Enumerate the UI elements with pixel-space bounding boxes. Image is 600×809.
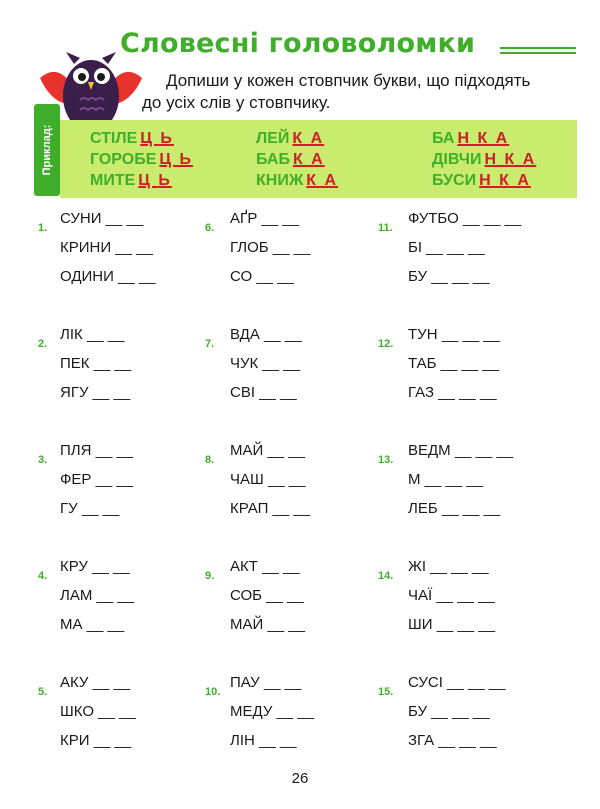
example-column [432,128,536,191]
example-answer: К А [306,172,339,189]
example-answer: К А [292,130,325,147]
example-word [432,170,536,191]
example-stem: КНИЖ [256,172,304,189]
instruction-line-2: до усіх слів у стовпчику. [142,93,331,112]
puzzle-word: СО __ __ [230,268,294,285]
puzzle-word: СВІ __ __ [230,384,297,401]
example-word [432,128,536,149]
page-title: Словесні головоломки [120,28,476,59]
puzzle-word: ФЕР __ __ [60,471,134,488]
puzzle-number: 3. [38,454,48,466]
puzzle-word: ЯГУ __ __ [60,384,131,401]
example-label: Приклад: [41,124,53,176]
puzzle-word: ШКО __ __ [60,703,136,720]
example-answer: Ц Ь [140,130,174,147]
puzzle-word: МЕДУ __ __ [230,703,315,720]
puzzle-word: ВЕДМ __ __ __ [408,442,514,459]
example-answer: Н К А [484,151,537,168]
puzzle-word: АКУ __ __ [60,674,131,691]
example-word [256,170,338,191]
corner-arrow-icon [38,176,58,196]
instruction-line-1: Допиши у кожен стовпчик букви, що підходять [166,71,531,90]
puzzle-word: ЗГА __ __ __ [408,732,497,749]
puzzle-word: ЛЕБ __ __ __ [408,500,501,517]
puzzle-word: ТАБ __ __ __ [408,355,500,372]
puzzle-number: 7. [205,338,215,350]
puzzle-word: МАЙ __ __ [230,616,305,633]
example-box [60,120,577,198]
puzzle-number: 1. [38,222,48,234]
title-decor-line [500,47,576,54]
example-answer: Ц Ь [159,151,194,168]
puzzle-word: ЛАМ __ __ [60,587,135,604]
example-column [256,128,338,191]
puzzle-word: БУ __ __ __ [408,268,490,285]
puzzle-word: КРАП __ __ [230,500,311,517]
example-stem: ДІВЧИ [432,151,482,168]
puzzle-word: БІ __ __ __ [408,239,485,256]
puzzle-number: 9. [205,570,215,582]
puzzle-number: 4. [38,570,48,582]
puzzle-word: ПЕК __ __ [60,355,132,372]
example-column [90,128,193,191]
example-word [90,149,193,170]
puzzle-word: ГУ __ __ [60,500,120,517]
puzzle-word: ВДА __ __ [230,326,302,343]
example-stem: МИТЕ [90,172,136,189]
example-stem: ГОРОБЕ [90,151,157,168]
puzzle-word: СОБ __ __ [230,587,304,604]
puzzle-number: 2. [38,338,48,350]
puzzle-word: ТУН __ __ __ [408,326,501,343]
puzzle-word: ШИ __ __ __ [408,616,496,633]
puzzle-number: 14. [378,570,394,582]
page-number: 26 [291,770,309,787]
example-answer: К А [292,151,325,168]
puzzle-word: АКТ __ __ [230,558,300,575]
puzzle-number: 8. [205,454,215,466]
puzzle-word: ЧАЇ __ __ __ [408,587,495,604]
puzzle-number: 10. [205,686,221,698]
example-stem: БУСИ [432,172,477,189]
puzzle-word: МАЙ __ __ [230,442,305,459]
example-word [432,149,536,170]
puzzle-word: ЛІК __ __ [60,326,125,343]
puzzle-word: ГЛОБ __ __ [230,239,311,256]
puzzle-word: ЛІН __ __ [230,732,297,749]
puzzle-word: КРИ __ __ [60,732,132,749]
example-word [256,128,338,149]
instruction [142,70,586,114]
puzzle-word: КРУ __ __ [60,558,130,575]
puzzle-word: ЧУК __ __ [230,355,300,372]
puzzle-word: М __ __ __ [408,471,484,488]
puzzle-number: 5. [38,686,48,698]
puzzle-word: МА __ __ [60,616,125,633]
puzzle-word: ПАУ __ __ [230,674,302,691]
puzzle-word: СУНИ __ __ [60,210,144,227]
puzzle-number: 13. [378,454,394,466]
example-answer: Ц Ь [138,172,172,189]
example-word [90,128,193,149]
puzzle-number: 15. [378,686,394,698]
puzzle-word: ПЛЯ __ __ [60,442,134,459]
example-stem: СТІЛЕ [90,130,138,147]
puzzle-word: КРИНИ __ __ [60,239,153,256]
example-stem: БАБ [256,151,290,168]
puzzle-number: 6. [205,222,215,234]
example-stem: БА [432,130,455,147]
puzzle-word: ОДИНИ __ __ [60,268,156,285]
puzzle-number: 11. [378,222,393,234]
puzzle-word: ЖІ __ __ __ [408,558,489,575]
puzzle-word: БУ __ __ __ [408,703,490,720]
example-answer: Н К А [479,172,531,189]
puzzle-number: 12. [378,338,394,350]
example-stem: ЛЕЙ [256,130,290,147]
example-word [256,149,338,170]
puzzle-word: ЧАШ __ __ [230,471,306,488]
puzzle-word: ФУТБО __ __ __ [408,210,522,227]
puzzle-word: АҐР __ __ [230,210,300,227]
puzzle-word: ГАЗ __ __ __ [408,384,497,401]
puzzle-word: СУСІ __ __ __ [408,674,506,691]
example-answer: Н К А [457,130,510,147]
example-word [90,170,193,191]
